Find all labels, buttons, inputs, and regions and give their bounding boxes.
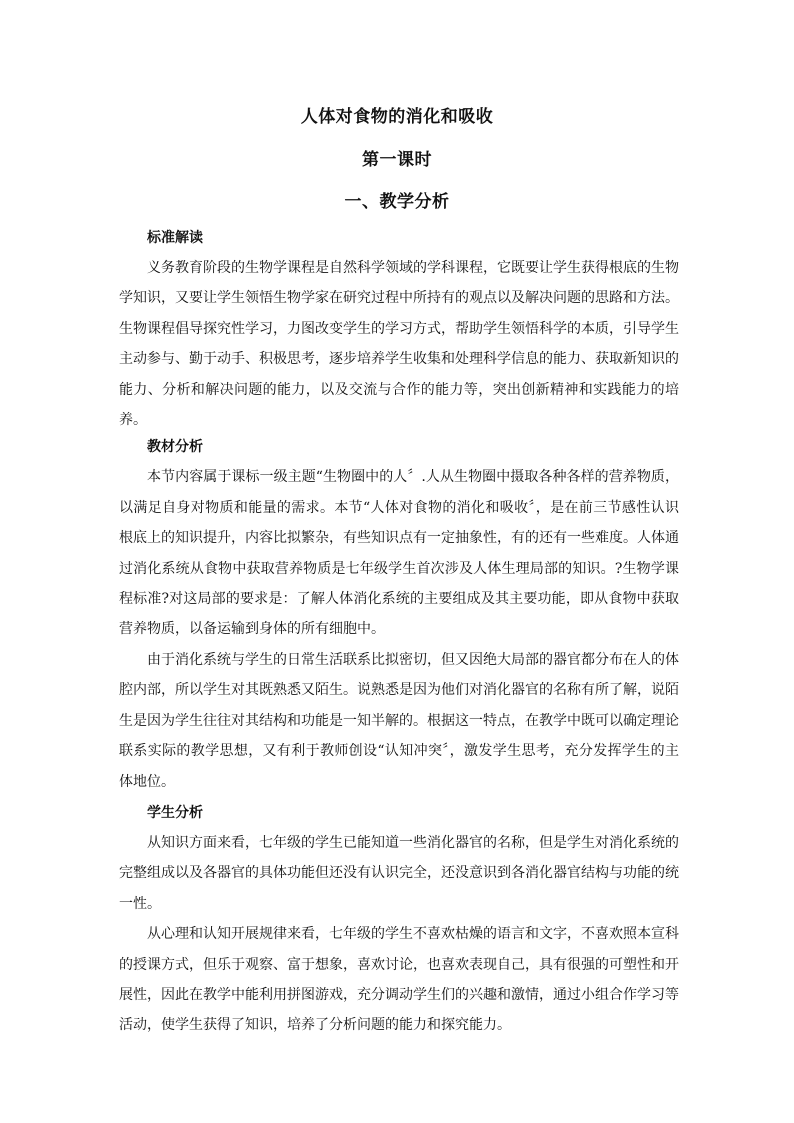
document-title: 人体对食物的消化和吸收 [300,107,494,127]
paragraph-student-analysis-2: 从心理和认知开展规律来看，七年级的学生不喜欢枯燥的语言和文字，不喜欢照本宣科的授课方式，但乐于观察、富于想象，喜欢讨论，也喜欢表现自己，具有很强的可塑性和开展性，因此在教学中能利用拼图游戏，充分调动学生们的兴趣和激情，通过小组合作学习等活动，使学生获得了知识，培养了分析问题的能力和探究能力。 [119,926,679,1034]
paragraph-student-analysis-1: 从知识方面来看，七年级的学生已能知道一些消化器官的名称，但是学生对消化系统的完整组成以及各器官的具体功能但还没有认识完全，还没意识到各消化器官结构与功能的统一性。 [119,834,679,912]
paragraph-standard-interpretation: 义务教育阶段的生物学课程是自然科学领域的学科课程，它既要让学生获得根底的生物学知识，又要让学生领悟生物学家在研究过程中所持有的观点以及解决问题的思路和方法。生物课程倡导探究性学习，力图改变学生的学习方式，帮助学生领悟科学的本质，引导学生主动参与、勤于动手、积极思考，逐步培养学生收集和处理科学信息的能力、获取新知识的能力、分析和解决问题的能力，以及交流与合作的能力等，突出创新精神和实践能力的培养。 [119,260,679,429]
lesson-title: 第一课时 [362,150,432,170]
paragraph-textbook-analysis-1: 本节内容属于课标一级主题“生物圈中的人〞.人从生物圈中摄取各种各样的营养物质，以满足自身对物质和能量的需求。本节“人体对食物的消化和吸收〞，是在前三节感性认识根底上的知识提升，内容比拟繁杂，有些知识点有一定抽象性，有的还有一些难度。人体通过消化系统从食物中获取营养物质是七年级学生首次涉及人体生理局部的知识。?生物学课程标准?对这局部的要求是：了解人体消化系统的主要组成及其主要功能，即从食物中获取营养物质，以备运输到身体的所有细胞中。 [119,469,679,638]
heading-textbook-analysis: 教材分析 [147,439,203,456]
section-title: 一、教学分析 [344,192,450,212]
paragraph-textbook-analysis-2: 由于消化系统与学生的日常生活联系比拟密切，但又因绝大局部的器官都分布在人的体腔内部，所以学生对其既熟悉又陌生。说熟悉是因为他们对消化器官的名称有所了解，说陌生是因为学生往往对其结构和功能是一知半解的。根据这一特点，在教学中既可以确定理论联系实际的教学思想，又有利于教师创设“认知冲突〞，激发学生思考，充分发挥学生的主体地位。 [119,651,679,790]
heading-standard-interpretation: 标准解读 [147,230,203,246]
heading-student-analysis: 学生分析 [147,804,203,821]
document-body [119,226,679,1041]
